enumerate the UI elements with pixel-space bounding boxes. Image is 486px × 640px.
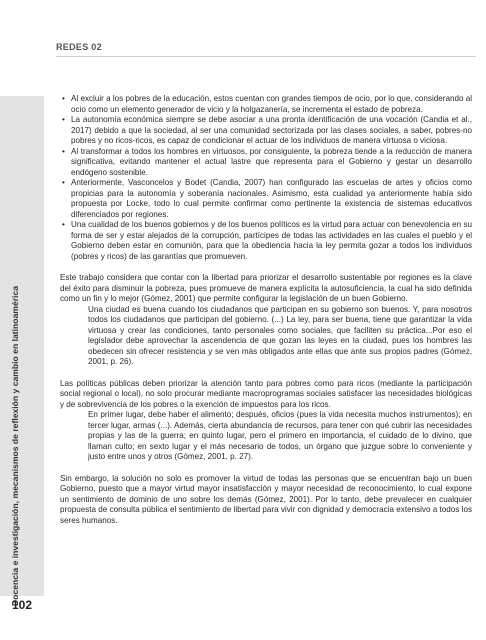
running-header: REDES 02 (56, 42, 102, 52)
block-quote: En primer lugar, debe haber el alimento; después, oficios (pues la vida necesita muchos instrumentos); en tercer lugar, armas (...). Además, cierta abundancia de recursos, para tener con qué cubrir las necesidades propias y las de la guerra; en quinto lugar, pero el primero en importancia, el cuidado de lo divino, que llaman culto; en sexto lugar y el más necesario de todos, un órgano que juzgue sobre lo conveniente y justo entre unos y otros (Gómez, 2001, p. 27). (88, 410, 472, 461)
bullet-item: • La autonomía económica siempre se debe asociar a una pronta identificación de una vocación (Candia et al., 2017) debido a que la sociedad, al ser una comunidad sectorizada por las clases sociales, a saber, pobres-no pobres y no ricos-ricos, es capaz de condicionar el actuar de los individuos de manera virtuosa o viciosa. (71, 115, 472, 147)
body-text (60, 94, 472, 526)
bullet-item: • Al excluir a los pobres de la educación, estos cuentan con grandes tiempos de ocio, por lo que, considerando al ocio como un elemento generador de vicio y la holgazanería, se incrementa el estado de pobreza. (71, 94, 472, 115)
vertical-book-title: Docencia e investigación, mecanismos de reflexión y cambio en latinoamérica (10, 286, 20, 606)
block-quote: Una ciudad es buena cuando los ciudadanos que participan en su gobierno son buenos. Y, para nosotros todos los ciudadanos que participan del gobierno. (...) La ley, para ser buena, tiene que garantizar la vida virtuosa y crear las condiciones, tanto personales como sociales, que faciliten su práctica...Por eso el legislador debe aprovechar la ascendencia de que gozan las leyes en la ciudad, pues los hombres las obedecen sin ofrecer resistencia y se ven más obligados ante ellas que ante sus propios padres (Gómez, 2001, p. 26). (88, 304, 472, 366)
paragraph: Las políticas públicas deben priorizar la atención tanto para pobres como para ricos (mediante la participación social regional o local), no solo procurar mediante macroprogramas sociales satisfacer las necesidades biológicas y de sobrevivencia de los pobres o la exención de impuestos para los ricos. (60, 378, 472, 409)
bullet-item: • Anteriormente, Vasconcelos y Bodet (Candia, 2007) han configurado las escuelas de artes y oficios como propicias para la autonomía y soberanía nacionales. Asimismo, esta cualidad ya anteriormente había sido propuesta por Locke, todo lo cual permite confirmar como pertinente la existencia de sistemas educativos diferenciados por regiones. (71, 178, 472, 220)
paragraph: Sin embargo, la solución no solo es promover la virtud de todas las personas que se encuentran bajo un buen Gobierno, puesto que a mayor virtud mayor insatisfacción y mayor necesidad de reconocimiento, lo cual expone un sentimiento de dominio de uno sobre los demás (Gómez, 2001). Por lo tanto, debe prevalecer en cualquier propuesta de consulta pública el sentimiento de libertad para vivir con dignidad y democracia extensivo a todos los seres humanos. (60, 473, 472, 525)
page-number: 102 (12, 598, 33, 612)
bullet-item: • Una cualidad de los buenos gobiernos y de los buenos políticos es la virtud para actuar con benevolencia en su forma de ser y estar alejados de la corrupción, partícipes de todas las actividades en las cuales el pueblo y el Gobierno deben estar en comunión, para que la obediencia hacia la ley permita gozar a todos los individuos (pobres y ricos) de las garantías que promueven. (71, 220, 472, 262)
paragraph: Este trabajo considera que contar con la libertad para priorizar el desarrollo sustentable por regiones es la clave del éxito para disminuir la pobreza, pues promueve de manera explícita la autosuficiencia, la cual ha sido definida como un fin y lo mejor (Gómez, 2001) que permite configurar la legislación de un buen Gobierno. (60, 273, 472, 303)
bullet-list (60, 94, 472, 262)
bullet-item: • Al transformar a todos los hombres en virtuosos, por consiguiente, la pobreza tiende a la reducción de manera significativa, evitando mantener el actual lastre que representa para el Gobierno y gestar un desarrollo endógeno sostenible. (71, 147, 472, 179)
header-divider (56, 56, 476, 57)
